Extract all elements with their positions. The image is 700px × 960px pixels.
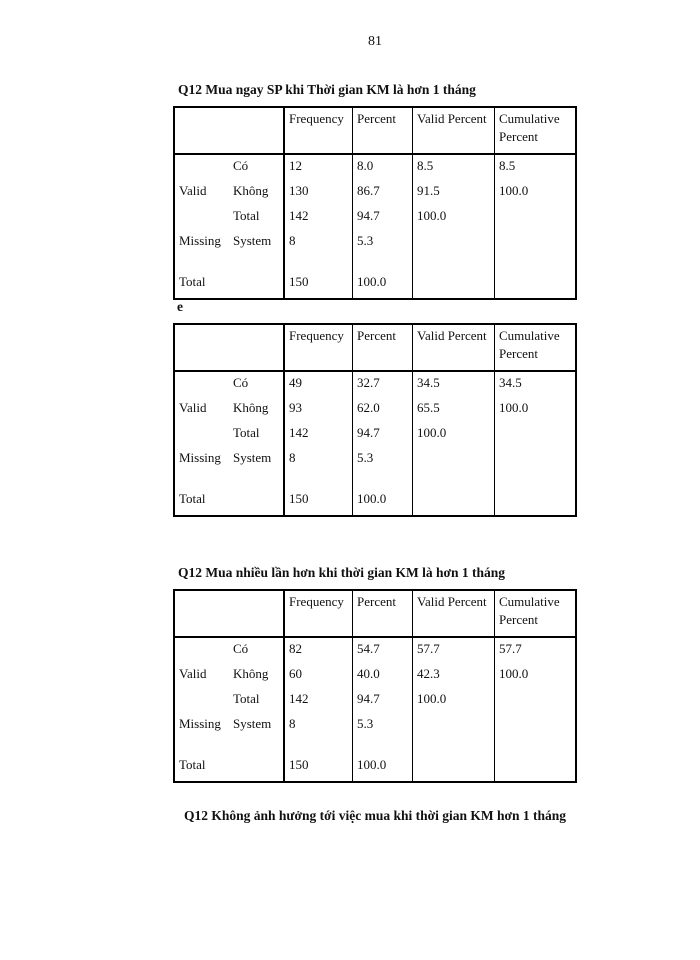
cell-valid-percent: 42.3 [413, 665, 495, 690]
row-label [229, 756, 284, 782]
table-row [174, 756, 576, 782]
cell-valid-percent [413, 756, 495, 782]
table-row [174, 154, 576, 182]
row-label: System [229, 232, 284, 273]
table-row [174, 399, 576, 424]
table-row [174, 424, 576, 449]
cell-cumulative-percent: 34.5 [499, 375, 522, 390]
cell-valid-percent: 8.5 [413, 154, 495, 182]
row-group-label: Total [179, 491, 206, 506]
cell-cumulative-percent [495, 490, 577, 516]
cell-frequency: 93 [284, 399, 353, 424]
cell-percent: 94.7 [353, 424, 413, 449]
row-label: Không [229, 399, 284, 424]
cell-percent: 8.0 [353, 154, 413, 182]
header-cumulative-percent: Cumulative Percent [495, 107, 577, 154]
table-row [174, 371, 576, 399]
bottom-caption: Q12 Không ảnh hưởng tới việc mua khi thời gian KM hơn 1 tháng [184, 808, 566, 823]
cell-percent: 5.3 [353, 232, 413, 273]
row-group-label: Valid [179, 666, 207, 681]
row-label: Có [229, 637, 284, 665]
cell-valid-percent: 100.0 [413, 424, 495, 449]
frequency-table [173, 323, 577, 517]
cell-frequency: 12 [284, 154, 353, 182]
header-cell [174, 107, 229, 154]
cell-valid-percent: 100.0 [413, 690, 495, 715]
cell-percent: 5.3 [353, 449, 413, 490]
cell-cumulative-percent: 100.0 [499, 666, 529, 681]
header-valid-percent: Valid Percent [413, 107, 495, 154]
cell-frequency: 49 [284, 371, 353, 399]
cell-valid-percent: 65.5 [413, 399, 495, 424]
row-label: Total [229, 207, 284, 232]
cell-cumulative-percent: 100.0 [499, 183, 529, 198]
row-label: System [229, 715, 284, 756]
cell-frequency: 60 [284, 665, 353, 690]
cell-cumulative-percent [495, 756, 577, 782]
cell-cumulative-percent [495, 690, 577, 715]
table-row [174, 490, 576, 516]
header-cumulative-percent: Cumulative Percent [495, 324, 577, 371]
cell-cumulative-percent: 8.5 [499, 158, 516, 173]
cell-valid-percent [413, 449, 495, 490]
row-group-label: Total [179, 274, 206, 289]
table-row [174, 690, 576, 715]
row-label: System [229, 449, 284, 490]
cell-percent: 94.7 [353, 690, 413, 715]
cell-frequency: 8 [284, 232, 353, 273]
row-group-label: Valid [179, 183, 207, 198]
cell-valid-percent [413, 715, 495, 756]
row-label [229, 490, 284, 516]
row-group-label [174, 207, 229, 232]
cell-percent: 5.3 [353, 715, 413, 756]
cell-cumulative-percent [495, 715, 577, 756]
cell-frequency: 130 [284, 182, 353, 207]
cell-percent: 32.7 [353, 371, 413, 399]
row-group-label [174, 637, 229, 665]
header-cell [229, 324, 284, 371]
header-frequency: Frequency [284, 590, 353, 637]
row-label: Không [229, 182, 284, 207]
frequency-table [173, 589, 577, 783]
row-label: Không [229, 665, 284, 690]
row-group-label: Missing [179, 716, 221, 731]
cell-valid-percent: 57.7 [413, 637, 495, 665]
table-caption: Q12 Mua ngay SP khi Thời gian KM là hơn 1 tháng [178, 82, 476, 97]
cell-percent: 86.7 [353, 182, 413, 207]
cell-percent: 100.0 [353, 756, 413, 782]
row-group-label: Missing [179, 233, 221, 248]
cell-cumulative-percent [495, 424, 577, 449]
header-percent: Percent [353, 590, 413, 637]
table-row [174, 637, 576, 665]
row-group-label [174, 424, 229, 449]
cell-percent: 40.0 [353, 665, 413, 690]
table-row [174, 207, 576, 232]
header-percent: Percent [353, 324, 413, 371]
row-group-label: Missing [179, 450, 221, 465]
row-group-label [174, 154, 229, 182]
header-cell [174, 324, 229, 371]
row-group-label [174, 371, 229, 399]
table-row [174, 665, 576, 690]
cell-frequency: 150 [284, 273, 353, 299]
cell-frequency: 8 [284, 449, 353, 490]
cell-percent: 54.7 [353, 637, 413, 665]
header-cell [174, 590, 229, 637]
table-caption: Q12 Mua nhiều lần hơn khi thời gian KM là hơn 1 tháng [178, 565, 506, 580]
cell-frequency: 142 [284, 424, 353, 449]
cell-valid-percent: 100.0 [413, 207, 495, 232]
cell-cumulative-percent: 57.7 [499, 641, 522, 656]
row-label: Total [229, 424, 284, 449]
cell-percent: 94.7 [353, 207, 413, 232]
row-label: Có [229, 371, 284, 399]
cell-valid-percent: 91.5 [413, 182, 495, 207]
cell-valid-percent: 34.5 [413, 371, 495, 399]
table-row [174, 273, 576, 299]
row-group-label: Valid [179, 400, 207, 415]
header-cell [229, 590, 284, 637]
cell-frequency: 150 [284, 756, 353, 782]
cell-cumulative-percent [495, 232, 577, 273]
cell-cumulative-percent [495, 449, 577, 490]
row-label [229, 273, 284, 299]
header-frequency: Frequency [284, 107, 353, 154]
cell-frequency: 8 [284, 715, 353, 756]
cell-percent: 100.0 [353, 273, 413, 299]
header-frequency: Frequency [284, 324, 353, 371]
header-percent: Percent [353, 107, 413, 154]
cell-percent: 62.0 [353, 399, 413, 424]
cell-valid-percent [413, 490, 495, 516]
row-group-label [174, 690, 229, 715]
table-row [174, 715, 576, 756]
cell-valid-percent [413, 273, 495, 299]
cell-cumulative-percent: 100.0 [499, 400, 529, 415]
cell-frequency: 82 [284, 637, 353, 665]
cell-cumulative-percent [495, 207, 577, 232]
header-cell [229, 107, 284, 154]
cell-percent: 100.0 [353, 490, 413, 516]
cell-cumulative-percent [495, 273, 577, 299]
table-row [174, 232, 576, 273]
cell-valid-percent [413, 232, 495, 273]
row-group-label: Total [179, 757, 206, 772]
frequency-table [173, 106, 577, 300]
cell-frequency: 142 [284, 207, 353, 232]
table-caption: e [177, 299, 183, 314]
cell-frequency: 142 [284, 690, 353, 715]
header-cumulative-percent: Cumulative Percent [495, 590, 577, 637]
page-number: 81 [368, 34, 382, 49]
row-label: Có [229, 154, 284, 182]
table-row [174, 449, 576, 490]
header-valid-percent: Valid Percent [413, 590, 495, 637]
header-valid-percent: Valid Percent [413, 324, 495, 371]
table-row [174, 182, 576, 207]
row-label: Total [229, 690, 284, 715]
cell-frequency: 150 [284, 490, 353, 516]
